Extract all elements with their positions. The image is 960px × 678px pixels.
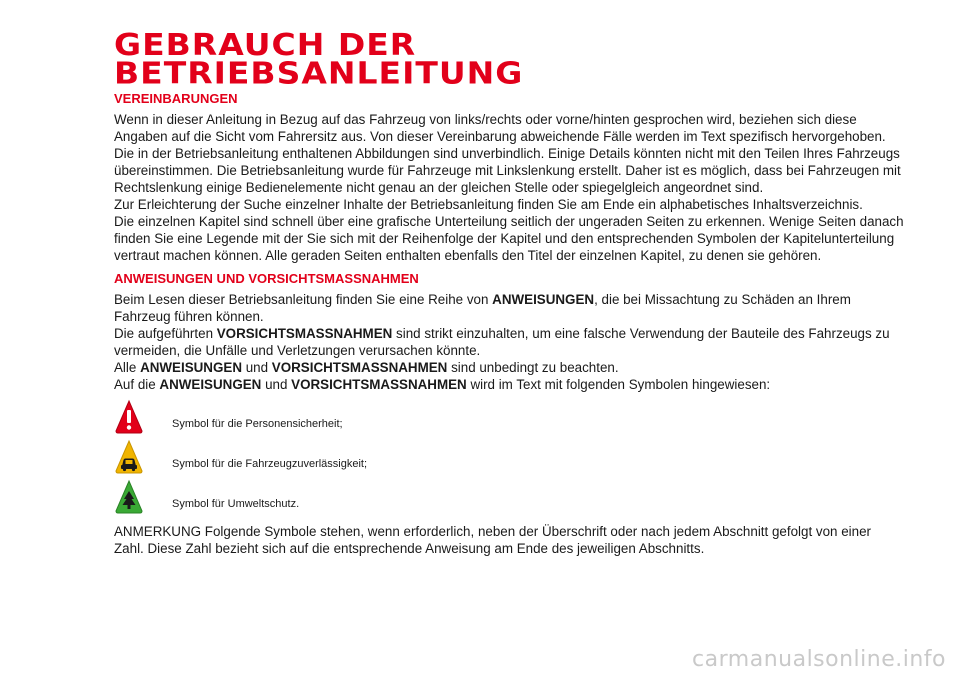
page-title-line-2: BETRIEBSANLEITUNG — [114, 54, 524, 91]
section-heading-warnings: ANWEISUNGEN UND VORSICHTSMASSNAHMEN — [114, 271, 419, 286]
vehicle-reliability-warning-icon — [114, 439, 144, 475]
symbol-legend — [114, 397, 904, 517]
warnings-paragraph-3: Alle ANWEISUNGEN und VORSICHTSMASSNAHMEN sind unbedingt zu beachten. — [114, 360, 619, 375]
symbol-row-personal-safety — [114, 397, 904, 437]
keyword-anweisungen: ANWEISUNGEN — [140, 360, 242, 375]
symbol-label: Symbol für die Fahrzeugzuverlässigkeit; — [172, 458, 368, 470]
conventions-paragraph-2: Die in der Betriebsanleitung enthaltenen Abbildungen sind unverbindlich. Einige Details könnten nicht mit den Teilen Ihres Fahrzeugs übereinstimmen. Die Betriebsanleitung wurde für Fahrzeuge mit Linkslenkung erstellt. Daher ist es möglich, dass bei Fahrzeugen mit Rechtslenkung einige Bedienelemente nicht genau an der gleichen Stelle oder spiegelgleich angeordnet sind. — [114, 146, 901, 195]
symbol-row-environment — [114, 477, 904, 517]
note-paragraph: ANMERKUNG Folgende Symbole stehen, wenn erforderlich, neben der Überschrift oder nach jedem Abschnitt gefolgt von einer Zahl. Diese Zahl bezieht sich auf die entsprechende Anweisung am Ende des jeweiligen Abschnitts. — [114, 524, 871, 556]
warnings-paragraph-2: Die aufgeführten VORSICHTSMASSNAHMEN sind strikt einzuhalten, um eine falsche Verwendung der Bauteile des Fahrzeugs zu vermeiden, die Unfälle und Verletzungen verursachen könnte. — [114, 326, 890, 358]
conventions-paragraph-3: Zur Erleichterung der Suche einzelner Inhalte der Betriebsanleitung finden Sie am Ende ein alphabetisches Inhaltsverzeichnis. — [114, 197, 863, 212]
keyword-anweisungen: ANWEISUNGEN — [159, 377, 262, 392]
page-title-line-1: GEBRAUCH DER — [114, 26, 417, 63]
keyword-vorsichtsmassnahmen: VORSICHTSMASSNAHMEN — [271, 360, 448, 375]
keyword-vorsichtsmassnahmen: VORSICHTSMASSNAHMEN — [216, 326, 393, 341]
warnings-paragraph-1: Beim Lesen dieser Betriebsanleitung finden Sie eine Reihe von ANWEISUNGEN, die bei Missachtung zu Schäden an Ihrem Fahrzeug führen können. — [114, 292, 851, 324]
page-title — [114, 26, 904, 91]
section-heading-conventions: VEREINBARUNGEN — [114, 91, 238, 106]
environment-protection-icon — [114, 479, 144, 515]
warnings-paragraph-4: Auf die ANWEISUNGEN und VORSICHTSMASSNAHMEN wird im Text mit folgenden Symbolen hingewiesen: — [114, 377, 771, 392]
symbol-row-vehicle-reliability — [114, 437, 904, 477]
keyword-anweisungen: ANWEISUNGEN — [492, 292, 595, 307]
manual-page — [114, 26, 904, 557]
conventions-paragraph-4: Die einzelnen Kapitel sind schnell über eine grafische Unterteilung seitlich der ungeraden Seiten zu erkennen. Wenige Seiten danach finden Sie eine Legende mit der Sie sich mit der Reihenfolge der Kapitel und den entsprechenden Symbolen der Kapitelunterteilung vertraut machen können. Alle geraden Seiten enthalten ebenfalls den Titel der einzelnen Kapitel, zu denen sie gehören. — [114, 214, 904, 263]
personal-safety-warning-icon — [114, 399, 144, 435]
symbol-label: Symbol für die Personensicherheit; — [172, 418, 343, 430]
watermark: carmanualsonline.info — [692, 647, 946, 672]
conventions-paragraph-1: Wenn in dieser Anleitung in Bezug auf das Fahrzeug von links/rechts oder vorne/hinten gesprochen wird, beziehen sich diese Angaben auf die Sicht vom Fahrersitz aus. Von dieser Vereinbarung abweichende Fälle werden im Text spezifisch hervorgehoben. — [114, 112, 886, 144]
symbol-label: Symbol für Umweltschutz. — [172, 498, 300, 510]
keyword-vorsichtsmassnahmen: VORSICHTSMASSNAHMEN — [291, 377, 467, 392]
